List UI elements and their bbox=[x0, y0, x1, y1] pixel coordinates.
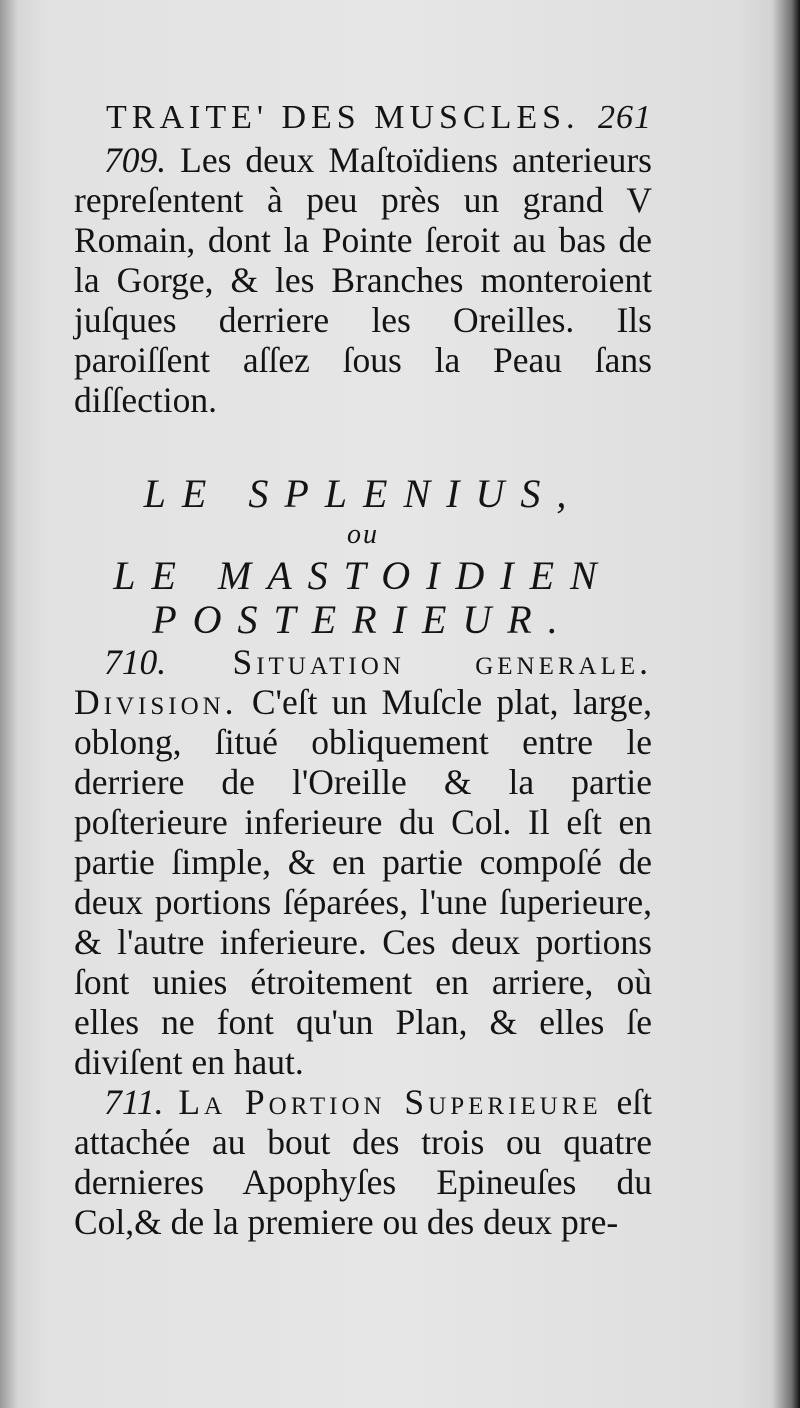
heading-line-2: ou bbox=[347, 519, 379, 550]
paragraph-text: eſt attachée au bout des trois ou quatre dernieres Apophyſes Epineuſes du Col,& de la premiere ou des deux pre- bbox=[74, 1082, 653, 1242]
text-block bbox=[74, 96, 652, 1242]
section-heading bbox=[74, 472, 652, 642]
paragraph-label: La Portion Superieure bbox=[178, 1082, 602, 1122]
paragraph-number: 709. bbox=[104, 140, 167, 180]
paragraph-text: Les deux Maſtoïdiens anterieurs repreſentent à peu près un grand V Romain, dont la Pointe ſeroit au bas de la Gorge, & les Branches monteroient juſques derriere les Oreilles. Ils paroiſſent aſſez ſous la Peau ſans diſſection. bbox=[74, 140, 652, 420]
paragraph-710 bbox=[74, 642, 652, 1082]
paragraph-709 bbox=[74, 140, 652, 420]
heading-line-4: POSTERIEUR. bbox=[152, 597, 574, 642]
paragraph-label: Situation generale. Division. bbox=[74, 642, 652, 722]
heading-line-1: LE SPLENIUS, bbox=[143, 471, 583, 516]
paragraph-711 bbox=[74, 1082, 652, 1242]
page-number: 261 bbox=[598, 99, 652, 136]
heading-line-3: LE MASTOIDIEN bbox=[113, 553, 613, 598]
gutter-shadow bbox=[0, 0, 18, 1408]
paragraph-number: 711. bbox=[104, 1082, 164, 1122]
page-edge-shadow bbox=[772, 0, 800, 1408]
paragraph-number: 710. bbox=[104, 642, 167, 682]
paragraph-text: C'eſt un Muſcle plat, large, oblong, ſitué obliquement entre le derriere de l'Oreille & la partie poſterieure inferieure du Col. Il eſt en partie ſimple, & en partie compoſé de deux portions ſéparées, l'une ſuperieure, & l'autre inferieure. Ces deux portions ſont unies étroitement en arriere, où elles ne font qu'un Plan, & elles ſe diviſent en haut. bbox=[74, 682, 653, 1082]
running-head bbox=[74, 96, 652, 140]
running-head-title: TRAITE' DES MUSCLES. bbox=[106, 99, 580, 136]
